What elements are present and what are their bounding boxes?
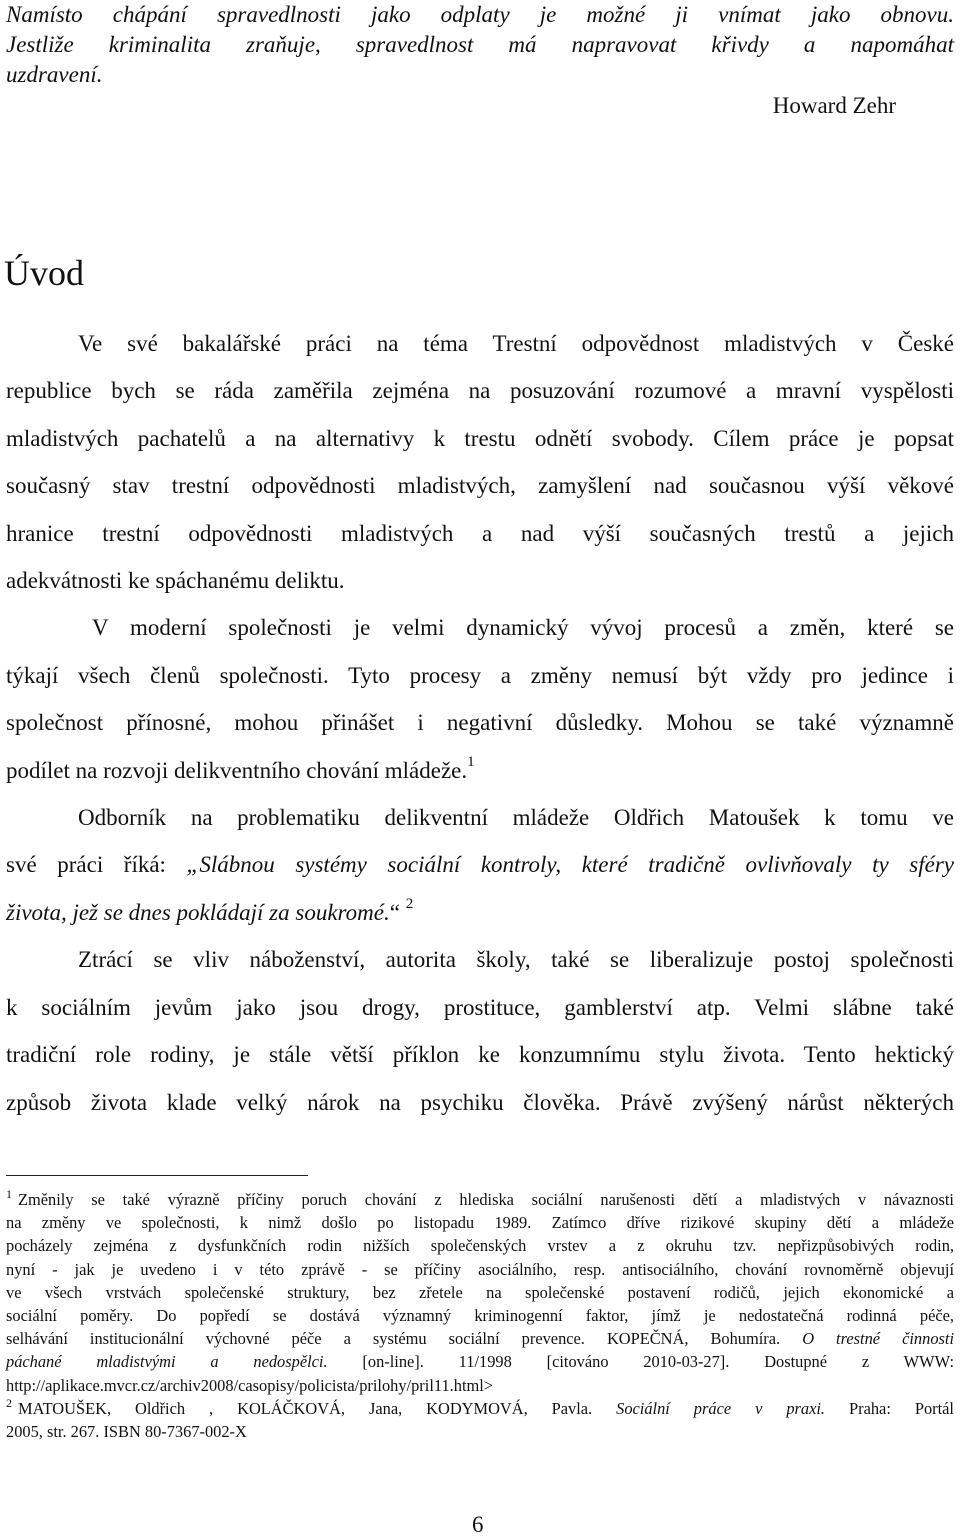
footnote-separator: [6, 1175, 308, 1176]
body-line: Odborník na problematiku delikventní mládeže Oldřich Matoušek k tomu ve: [78, 805, 954, 831]
epigraph-line: Namísto chápání spravedlnosti jako odplaty je možné ji vnímat jako obnovu.: [6, 2, 954, 27]
body-line: k sociálním jevům jako jsou drogy, prostituce, gamblerství atp. Velmi slábne také: [6, 994, 954, 1020]
body-line: současný stav trestní odpovědnosti mladistvých, zamyšlení nad současnou výší věkové: [6, 473, 954, 499]
body-line: adekvátnosti ke spáchanému deliktu.: [6, 568, 345, 594]
body-line: Ztrácí se vliv náboženství, autorita školy, také se liberalizuje postoj společnosti: [78, 947, 954, 973]
footnote-number: 2: [6, 1395, 12, 1410]
footnote-ref[interactable]: 1: [467, 753, 475, 770]
section-heading: Úvod: [4, 253, 84, 293]
footnote-number: 1: [6, 1187, 12, 1201]
footnote-ref[interactable]: 2: [405, 895, 414, 912]
footnote-line: [6, 1397, 954, 1420]
footnote-title: Sociální práce v praxi.: [616, 1398, 826, 1418]
footnote-title: O trestné činnosti: [802, 1329, 955, 1349]
epigraph-line: Jestliže kriminalita zraňuje, spravedlnost má napravovat křivdy a napomáhat: [6, 32, 954, 57]
footnote-text: selhávání institucionální výchovné péče a systému sociální prevence. KOPEČNÁ, Bohumíra.: [6, 1329, 803, 1349]
body-line: [6, 841, 954, 888]
footnote-text: Změnily se také výrazně příčiny poruch chování z hlediska sociální narušenosti dětí a mladistvých v návaznosti: [18, 1190, 954, 1209]
page-number: 6: [472, 1512, 484, 1537]
body-line: společnost přínosné, mohou přinášet i negativní důsledky. Mohou se také významně: [6, 710, 954, 736]
body-line: mladistvých pachatelů a na alternativy k trestu odnětí svobody. Cílem práce je popsat: [6, 425, 954, 451]
quote-close: “: [389, 899, 400, 925]
body-line: [6, 889, 954, 936]
footnote-line: 2005, str. 267. ISBN 80-7367-002-X: [6, 1422, 247, 1442]
footnote-line: [6, 1350, 954, 1373]
quote-text: života, jež se dnes pokládají za soukromé.: [6, 899, 390, 925]
body-line: hranice trestní odpovědnosti mladistvých a nad výší současných trestů a jejich: [6, 520, 954, 546]
footnote-line: [6, 1188, 954, 1211]
body-line: tradiční role rodiny, je stále větší příklon ke konzumnímu stylu života. Tento hektický: [6, 1042, 954, 1068]
body-line: republice bych se ráda zaměřila zejména na posuzování rozumové a mravní vyspělosti: [6, 378, 954, 404]
body-text: [6, 320, 954, 1126]
quote-text: „Slábnou systémy sociální kontroly, které tradičně ovlivňovaly ty sféry: [186, 852, 954, 878]
footnote-line: ve všech vrstvách společenské struktury, bez zřetele na společenské postavení rodičů, jejich ekonomické a: [6, 1282, 954, 1302]
footnote-text: [on-line]. 11/1998 [citováno 2010-03-27]. Dostupné z WWW:: [327, 1352, 954, 1372]
body-line: způsob života klade velký nárok na psychiku člověka. Právě zvýšený nárůst některých: [6, 1089, 954, 1115]
footnote-line: na změny ve společnosti, k nimž došlo po listopadu 1989. Zatímco dříve rizikové skupiny dětí a mládeže: [6, 1213, 954, 1233]
epigraph-line: uzdravení.: [6, 62, 103, 87]
footnote-text: Praha: Portál: [825, 1398, 954, 1418]
body-line: [6, 747, 954, 794]
epigraph: [6, 0, 954, 90]
footnote-line: pocházely zejména z dysfunkčních rodin nižších společenských vrstev a z okruhu tzv. nepřizpůsobivých rodin,: [6, 1236, 954, 1256]
footnotes: [6, 1188, 954, 1443]
footnote-line: [6, 1327, 954, 1350]
footnote-url[interactable]: http://aplikace.mvcr.cz/archiv2008/casopisy/policista/prilohy/pril11.html>: [6, 1375, 494, 1395]
body-line: týkají všech členů společnosti. Tyto procesy a změny nemusí být vždy pro jedince i: [6, 662, 954, 688]
footnote-line: sociální poměry. Do popředí se dostává významný kriminogenní faktor, jímž je nedostatečná rodinná péče,: [6, 1306, 954, 1326]
body-line-text: své práci říká:: [6, 852, 187, 878]
epigraph-author: Howard Zehr: [772, 93, 896, 118]
body-line: Ve své bakalářské práci na téma Trestní odpovědnost mladistvých v České: [78, 331, 954, 356]
footnote-title: páchané mladistvými a nedospělci.: [6, 1352, 328, 1372]
body-line-text: podílet na rozvoji delikventního chování mládeže.: [6, 757, 468, 783]
footnote-line: nyní - jak je uvedeno i v této zprávě - se příčiny asociálního, resp. antisociálního, chování rovnoměrně objevují: [6, 1259, 954, 1279]
body-line: V moderní společnosti je velmi dynamický vývoj procesů a změn, které se: [92, 615, 954, 641]
footnote-text: MATOUŠEK, Oldřich , KOLÁČKOVÁ, Jana, KODYMOVÁ, Pavla.: [18, 1398, 617, 1418]
